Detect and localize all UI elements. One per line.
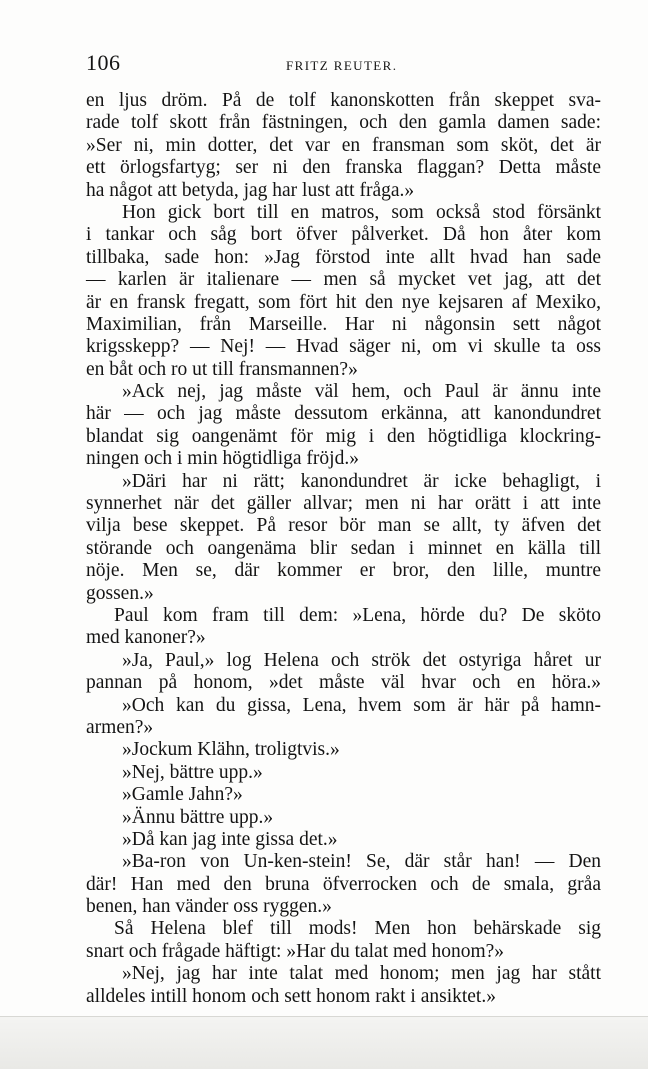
text-line: här — och jag måste dessutom erkänna, att kanondundret xyxy=(86,403,601,425)
text-line: krigsskepp? — Nej! — Hvad säger ni, om vi skulle ta oss xyxy=(86,336,601,358)
text-line: i tankar och såg bort öfver pålverket. Då hon åter kom xyxy=(86,224,601,246)
body-text xyxy=(86,90,601,1008)
text-line: nöje. Men se, där kommer er bror, den lille, muntre xyxy=(86,560,601,582)
text-line: »Nej, jag har inte talat med honom; men jag har stått xyxy=(122,963,601,985)
text-line: Paul kom fram till dem: »Lena, hörde du? De sköto xyxy=(114,604,601,626)
text-line: med kanoner?» xyxy=(86,627,206,649)
text-line: Så Helena blef till mods! Men hon behärskade sig xyxy=(114,918,601,940)
text-line: gossen.» xyxy=(86,582,154,604)
text-line: ningen och i min högtidliga fröjd.» xyxy=(86,448,359,470)
text-line: en ljus dröm. På de tolf kanonskotten från skeppet sva- xyxy=(86,90,601,111)
text-line: »Ser ni, min dotter, det var en fransman som sköt, det är xyxy=(86,134,601,156)
running-header xyxy=(86,44,606,74)
text-line: ett örlogsfartyg; ser ni den franska flaggan? Detta måste xyxy=(86,157,601,179)
text-line: »Ännu bättre upp.» xyxy=(122,806,274,828)
text-line: »Ack nej, jag måste väl hem, och Paul är ännu inte xyxy=(122,381,601,403)
text-line: pannan på honom, »det måste väl hvar och en höra.» xyxy=(86,672,601,694)
scan-border xyxy=(0,1016,648,1069)
text-line: är en fransk fregatt, som fört hit den nye kejsaren af Mexiko, xyxy=(86,291,601,313)
text-line: Hon gick bort till en matros, som också stod försänkt xyxy=(122,201,601,223)
text-line: »Och kan du gissa, Lena, hvem som är här på hamn- xyxy=(122,694,601,716)
text-line: där! Han med den bruna öfverrocken och de smala, gråa xyxy=(86,873,601,895)
text-line: benen, han vänder oss ryggen.» xyxy=(86,896,332,918)
text-line: störande och oangenäma blir sedan i minnet en källa till xyxy=(86,537,601,559)
text-line: »Då kan jag inte gissa det.» xyxy=(122,828,338,850)
text-line: armen?» xyxy=(86,716,154,738)
text-line: ha något att betyda, jag har lust att fråga.» xyxy=(86,179,415,201)
text-line: vilja bese skeppet. På resor bör man se allt, ty äfven det xyxy=(86,515,601,537)
text-line: »Gamle Jahn?» xyxy=(122,784,243,806)
text-line: »Nej, bättre upp.» xyxy=(122,761,263,783)
page-number: 106 xyxy=(86,50,121,75)
running-title: FRITZ REUTER. xyxy=(286,58,398,73)
text-line: tillbaka, sade hon: »Jag förstod inte allt hvad han sade xyxy=(86,246,601,268)
text-line: »Jockum Klähn, troligtvis.» xyxy=(122,739,340,761)
text-line: snart och frågade häftigt: »Har du talat med honom?» xyxy=(86,940,505,962)
text-line: alldeles intill honom och sett honom rakt i ansiktet.» xyxy=(86,985,496,1007)
text-line: »Däri har ni rätt; kanondundret är icke behagligt, i xyxy=(122,470,601,492)
text-line: en båt och ro ut till fransmannen?» xyxy=(86,358,358,380)
text-line: — karlen är italienare — men så mycket vet jag, att det xyxy=(86,269,601,291)
text-line: blandat sig oangenämt för mig i den högtidliga klockring- xyxy=(86,425,601,447)
text-line: »Ba-ron von Un-ken-stein! Se, där står han! — Den xyxy=(122,851,601,873)
text-line: synnerhet när det gäller allvar; men ni har orätt i att inte xyxy=(86,493,601,515)
text-line: Maximilian, från Marseille. Har ni någonsin sett något xyxy=(86,313,601,335)
text-line: »Ja, Paul,» log Helena och strök det ostyriga håret ur xyxy=(122,649,601,671)
text-line: rade tolf skott från fästningen, och den gamla damen sade: xyxy=(86,112,601,134)
